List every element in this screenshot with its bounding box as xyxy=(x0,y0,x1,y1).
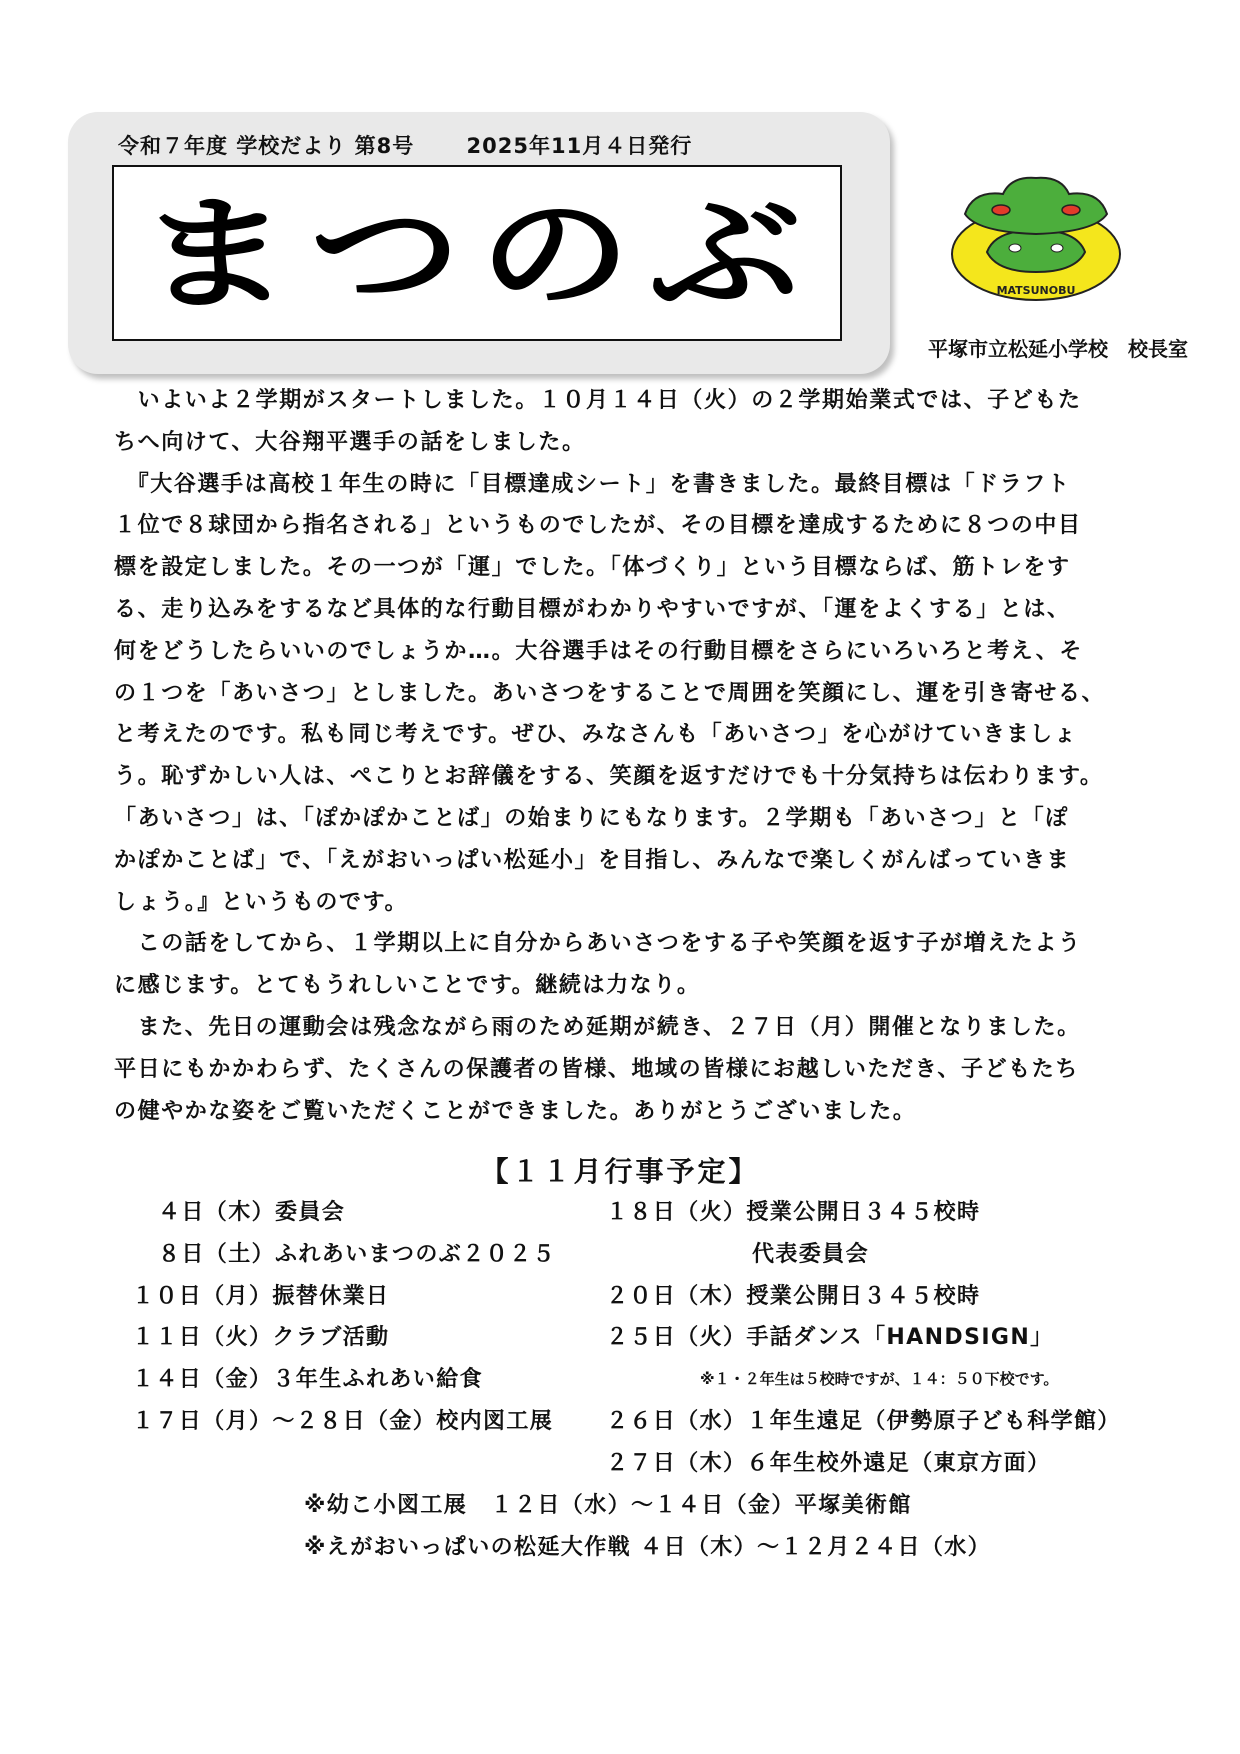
mascot-caption: MATSUNOBU xyxy=(996,284,1076,297)
message-line: 何をどうしたらいいのでしょうか…。大谷選手はその行動目標をさらにいろいろと考え、そ xyxy=(114,638,1083,664)
message-line: う。恥ずかしい人は、ぺこりとお辞儀をする、笑顔を返すだけでも十分気持ちは伝わります。 xyxy=(114,764,1104,790)
schedule-item: １０日（月）振替休業日 xyxy=(132,1284,390,1309)
message-line: いよいよ２学期がスタートしました。１０月１４日（火）の２学期始業式では、子どもた xyxy=(114,388,1082,413)
message-line: しょう。』というものです。 xyxy=(114,889,409,915)
mascot-eye-left-small xyxy=(1009,244,1021,252)
message-line: の健やかな姿をご覧いただくことができました。ありがとうございました。 xyxy=(114,1098,917,1124)
schedule-item: ２５日（火）手話ダンス「HANDSIGN」 xyxy=(606,1325,1054,1350)
schedule-item: ４日（木）委員会 xyxy=(158,1200,346,1225)
schedule-item: １８日（火）授業公開日３４５校時 xyxy=(606,1200,981,1225)
message-line: 「あいさつ」は、「ぽかぽかことば」の始まりにもなります。２学期も「あいさつ」と「ぽ xyxy=(114,805,1069,831)
message-line: また、先日の運動会は残念ながら雨のため延期が続き、２７日（月）開催となりました。 xyxy=(114,1014,1081,1040)
masthead-title: まつのぶ xyxy=(139,182,819,328)
mascot-eye-right xyxy=(1062,205,1080,215)
message-line: の１つを「あいさつ」としました。あいさつをすることで周囲を笑顔にし、運を引き寄せる、 xyxy=(114,680,1106,706)
schedule-footnote: ※１・２年生は５校時ですが、１４：５０下校です。 xyxy=(700,1370,1059,1388)
masthead-title-frame xyxy=(112,165,842,341)
message-line: に感じます。とてもうれしいことです。継続は力なり。 xyxy=(114,973,701,999)
mascot-top-head xyxy=(965,178,1107,234)
mascot-eye-left xyxy=(992,205,1010,215)
school-office: 平塚市立松延小学校 校長室 xyxy=(928,337,1188,361)
schedule-title: 【１１月行事予定】 xyxy=(480,1155,760,1188)
message-line: 標を設定しました。その一つが「運」でした。「体づくり」という目標ならば、筋トレをす xyxy=(114,555,1071,581)
schedule-note: ※幼こ小図工展 １２日（水）～１４日（金）平塚美術館 xyxy=(304,1493,912,1518)
schedule-item: 代表委員会 xyxy=(752,1242,870,1267)
mascot-eye-right-small xyxy=(1051,244,1063,252)
schedule-item: ８日（土）ふれあいまつのぶ２０２５ xyxy=(158,1242,556,1267)
schedule-note: ※えがおいっぱいの松延大作戦 ４日（木）～１２月２４日（水） xyxy=(304,1535,992,1560)
message-line: と考えたのです。私も同じ考えです。ぜひ、みなさんも「あいさつ」を心がけていきましょ xyxy=(114,722,1078,748)
schedule-item: １１日（火）クラブ活動 xyxy=(132,1325,390,1350)
schedule-item: １４日（金）３年生ふれあい給食 xyxy=(132,1367,484,1392)
message-line: ちへ向けて、大谷翔平選手の話をしました。 xyxy=(114,429,586,455)
schedule-item: ２７日（木）６年生校外遠足（東京方面） xyxy=(606,1451,1051,1476)
message-line: る、走り込みをするなど具体的な行動目標がわかりやすいですが、「運をよくする」とは、 xyxy=(114,596,1071,622)
message-line: かぽかことば」で、「えがおいっぱい松延小」を目指し、みんなで楽しくがんばっていきま xyxy=(114,847,1071,873)
message-line: 平日にもかかわらず、たくさんの保護者の皆様、地域の皆様にお越しいただき、子どもたち xyxy=(114,1056,1079,1082)
schedule-item: ２０日（木）授業公開日３４５校時 xyxy=(606,1284,981,1309)
message-line: この話をしてから、１学期以上に自分からあいさつをする子や笑顔を返す子が増えたよう xyxy=(114,931,1082,957)
message-line: 『大谷選手は高校１年生の時に「目標達成シート」を書きました。最終目標は「ドラフト xyxy=(114,471,1071,497)
pine-mascot-logo xyxy=(945,172,1127,304)
mascot-lower-body xyxy=(987,230,1085,272)
schedule-item: １７日（月）～２８日（金）校内図工展 xyxy=(132,1409,554,1434)
principal-message xyxy=(114,380,1134,1132)
schedule-item: ２６日（水）１年生遠足（伊勢原子ども科学館） xyxy=(606,1409,1121,1434)
issue-line: 令和７年度 学校だより 第8号 2025年11月４日発行 xyxy=(118,134,693,158)
message-line: １位で８球団から指名される」というものでしたが、その目標を達成するために８つの中目 xyxy=(114,513,1082,539)
